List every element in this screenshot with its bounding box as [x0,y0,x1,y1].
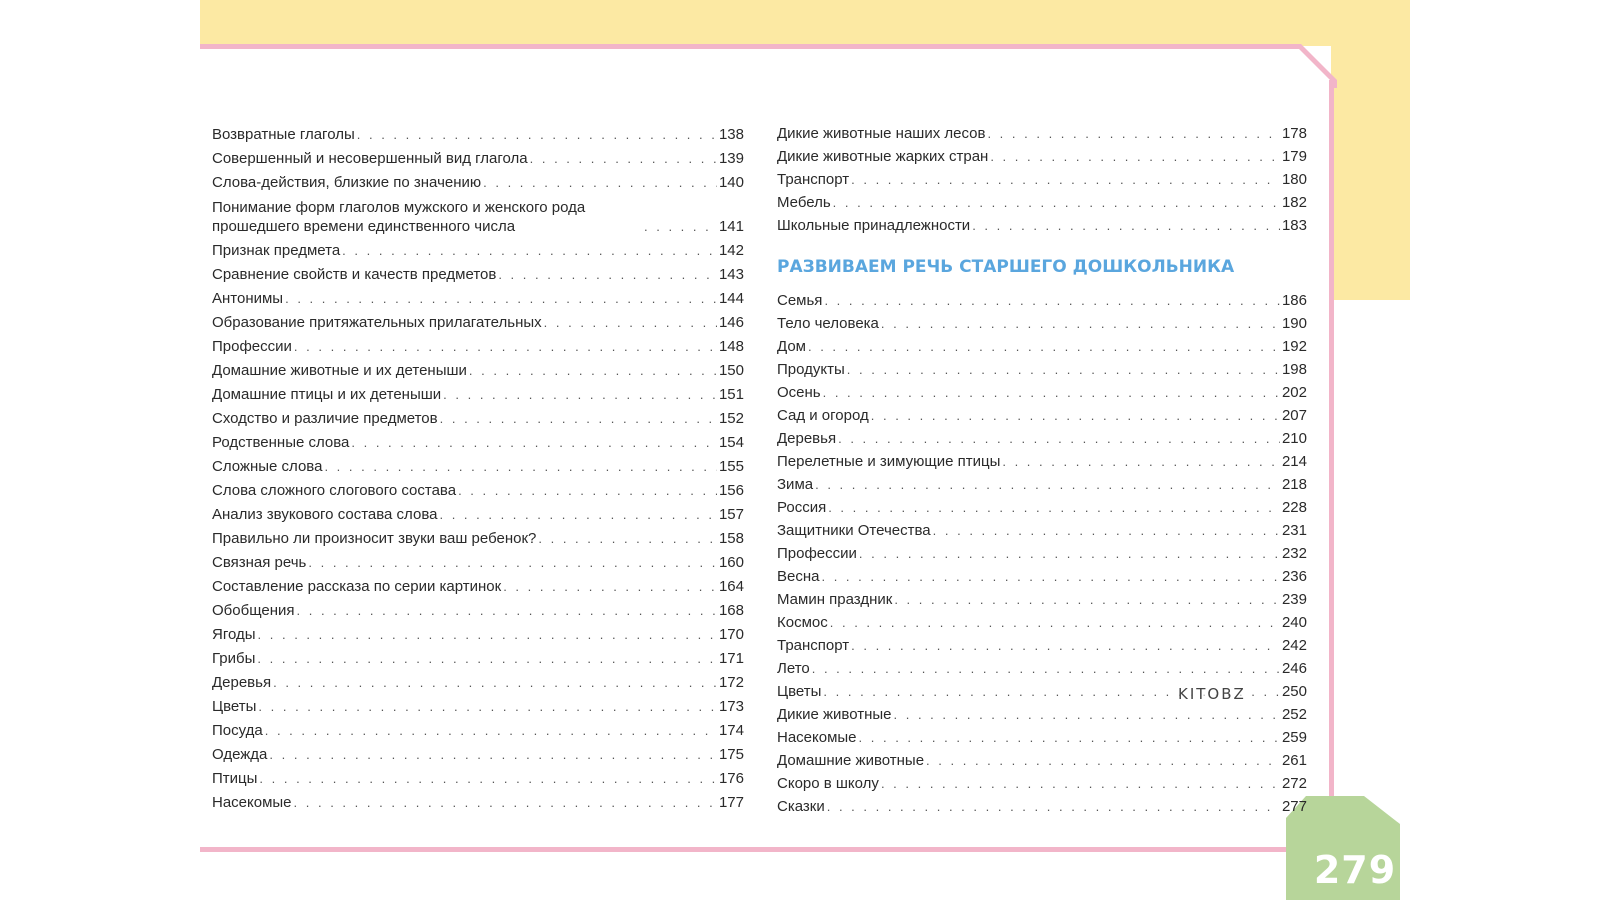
pink-frame-right [1329,80,1334,850]
toc-entry [212,120,744,144]
toc-entry-title: Мамин праздник [777,591,893,608]
toc-entry-page: 259 [1281,729,1307,746]
toc-entry [212,524,744,548]
toc-entry [212,144,744,168]
toc-entry-title: Насекомые [212,794,292,811]
toc-dot-leader [258,625,717,644]
toc-entry [777,586,1307,609]
toc-entry-title: Тело человека [777,315,879,332]
toc-entry [212,716,744,740]
toc-dot-leader [894,705,1280,724]
toc-left-column [212,120,744,812]
toc-entry-title: Защитники Отечества [777,522,931,539]
toc-entry-title: Школьные принадлежности [777,217,971,234]
toc-dot-leader [851,636,1280,655]
toc-entry [777,356,1307,379]
toc-entry [212,308,744,332]
toc-entry-page: 140 [718,174,744,191]
toc-entry-title: Россия [777,499,827,516]
toc-entry-title: Ягоды [212,626,256,643]
toc-entry-title: Признак предмета [212,242,341,259]
watermark: KITOBZ [1178,685,1246,703]
toc-dot-leader [469,361,717,380]
toc-entry-page: 236 [1281,568,1307,585]
toc-dot-leader [324,457,717,476]
toc-entry-title: Лето [777,660,810,677]
toc-entry-page: 231 [1281,522,1307,539]
toc-entry [212,596,744,620]
toc-dot-leader [483,173,717,192]
toc-dot-leader [833,193,1280,212]
toc-entry-title: Продукты [777,361,845,378]
toc-entry [212,332,744,356]
toc-dot-leader [258,697,717,716]
section-heading: РАЗВИВАЕМ РЕЧЬ СТАРШЕГО ДОШКОЛЬНИКА [777,257,1235,277]
toc-entry-page: 173 [718,698,744,715]
toc-entry-page: 239 [1281,591,1307,608]
toc-entry-page: 155 [718,458,744,475]
toc-entry-title: Связная речь [212,554,307,571]
toc-entry [777,517,1307,540]
toc-dot-leader [871,406,1280,425]
toc-dot-leader [273,673,717,692]
toc-entry-page: 152 [718,410,744,427]
toc-dot-leader [972,216,1280,235]
toc-entry [777,287,1307,310]
toc-entry-page: 175 [718,746,744,763]
toc-entry [212,500,744,524]
toc-entry [212,284,744,308]
toc-entry [212,236,744,260]
toc-dot-leader [859,728,1280,747]
toc-entry [777,402,1307,425]
toc-entry [777,425,1307,448]
pink-frame-top [200,44,1297,49]
toc-entry-page: 246 [1281,660,1307,677]
toc-dot-leader [823,383,1280,402]
toc-entry-title: Антонимы [212,290,284,307]
toc-entry [212,192,744,236]
toc-entry-title: Возвратные глаголы [212,126,355,143]
toc-entry-page: 148 [718,338,744,355]
toc-entry-title: Дикие животные наших лесов [777,125,986,142]
toc-entry [212,788,744,812]
toc-entry-page: 170 [718,626,744,643]
toc-entry-page: 183 [1281,217,1307,234]
toc-dot-leader [440,409,717,428]
toc-dot-leader [297,601,717,620]
toc-entry [212,380,744,404]
toc-dot-leader [308,553,717,572]
toc-entry-title: Цветы [777,683,822,700]
toc-entry-title: Родственные слова [212,434,350,451]
toc-dot-leader [881,314,1280,333]
toc-dot-leader [926,751,1280,770]
toc-entry-title: Семья [777,292,823,309]
toc-entry [777,632,1307,655]
toc-entry [777,770,1307,793]
toc-entry-page: 142 [718,242,744,259]
toc-entry-page: 210 [1281,430,1307,447]
toc-entry [777,120,1307,143]
toc-dot-leader [990,147,1280,166]
toc-entry-title: Слова-действия, близкие по значению [212,174,482,191]
toc-dot-leader [828,498,1280,517]
toc-entry-page: 240 [1281,614,1307,631]
toc-entry-page: 177 [718,794,744,811]
toc-entry-title: Грибы [212,650,256,667]
toc-entry-page: 252 [1281,706,1307,723]
toc-entry-page: 261 [1281,752,1307,769]
toc-dot-leader [259,769,717,788]
toc-entry [777,747,1307,770]
toc-entry [212,168,744,192]
toc-dot-leader [881,774,1280,793]
toc-entry-title: Понимание форм глаголов мужского и женского рода прошедшего времени единственного числа [212,199,586,235]
toc-entry-page: 156 [718,482,744,499]
toc-entry [212,404,744,428]
toc-entry-page: 172 [718,674,744,691]
toc-entry [777,701,1307,724]
toc-dot-leader [859,544,1280,563]
toc-entry-title: Сходство и различие предметов [212,410,438,427]
toc-entry-title: Деревья [212,674,272,691]
toc-entry-page: 272 [1281,775,1307,792]
toc-dot-leader [294,337,717,356]
toc-entry-page: 198 [1281,361,1307,378]
toc-dot-leader [530,149,717,168]
toc-dot-leader [503,577,717,596]
toc-entry-page: 139 [718,150,744,167]
toc-dot-leader [342,241,717,260]
toc-entry-title: Дикие животные жарких стран [777,148,989,165]
toc-entry [212,260,744,284]
toc-entry-page: 207 [1281,407,1307,424]
toc-entry-title: Образование притяжательных прилагательных [212,314,542,331]
toc-entry-page: 151 [718,386,744,403]
toc-entry-page: 164 [718,578,744,595]
page-number: 279 [1313,848,1397,892]
toc-entry-title: Весна [777,568,820,585]
toc-entry-page: 242 [1281,637,1307,654]
toc-entry-page: 179 [1281,148,1307,165]
toc-entry-title: Зима [777,476,814,493]
toc-entry [777,494,1307,517]
toc-entry-title: Сказки [777,798,825,815]
toc-dot-leader [458,481,717,500]
toc-entry-page: 180 [1281,171,1307,188]
toc-entry [777,333,1307,356]
toc-entry-title: Анализ звукового состава слова [212,506,438,523]
toc-dot-leader [351,433,717,452]
toc-entry-page: 176 [718,770,744,787]
toc-entry [212,452,744,476]
toc-entry-page: 138 [718,126,744,143]
toc-entry-title: Скоро в школу [777,775,879,792]
toc-dot-leader [357,125,717,144]
toc-entry-page: 168 [718,602,744,619]
toc-entry-title: Правильно ли произносит звуки ваш ребенок? [212,530,537,547]
toc-entry-page: 218 [1281,476,1307,493]
toc-entry-page: 202 [1281,384,1307,401]
toc-entry-title: Профессии [777,545,857,562]
toc-entry [212,692,744,716]
toc-entry-title: Совершенный и несовершенный вид глагола [212,150,528,167]
toc-entry [777,212,1307,235]
toc-entry-title: Одежда [212,746,268,763]
toc-entry [212,572,744,596]
toc-entry [212,620,744,644]
toc-right-column [777,120,1307,816]
toc-entry-page: 174 [718,722,744,739]
toc-entry-title: Деревья [777,430,837,447]
toc-entry-title: Домашние птицы и их детеныши [212,386,442,403]
toc-entry-page: 171 [718,650,744,667]
toc-entry [212,476,744,500]
toc-entry-page: 150 [718,362,744,379]
toc-dot-leader [257,649,717,668]
toc-entry [777,724,1307,747]
toc-entry-title: Мебель [777,194,831,211]
toc-entry-title: Слова сложного слогового состава [212,482,457,499]
toc-entry-title: Дикие животные [777,706,892,723]
toc-entry [777,166,1307,189]
toc-entry [777,471,1307,494]
toc-dot-leader [294,793,717,812]
toc-dot-leader [538,529,717,548]
toc-entry [212,644,744,668]
toc-entry [777,540,1307,563]
toc-dot-leader [439,505,717,524]
toc-dot-leader [933,521,1280,540]
toc-dot-leader [443,385,717,404]
toc-entry-page: 143 [718,266,744,283]
toc-entry-page: 277 [1281,798,1307,815]
toc-entry-page: 186 [1281,292,1307,309]
toc-dot-leader [847,360,1280,379]
toc-entry-page: 192 [1281,338,1307,355]
toc-entry-title: Птицы [212,770,258,787]
toc-entry [212,428,744,452]
toc-entry-title: Сложные слова [212,458,323,475]
toc-dot-leader [830,613,1280,632]
toc-dot-leader [644,217,717,236]
toc-entry-page: 146 [718,314,744,331]
toc-dot-leader [544,313,717,332]
toc-entry-page: 141 [718,218,744,235]
toc-dot-leader [824,291,1280,310]
toc-entry-title: Транспорт [777,637,850,654]
toc-entry-page: 160 [718,554,744,571]
toc-entry [212,548,744,572]
toc-entry [777,655,1307,678]
toc-entry-title: Посуда [212,722,263,739]
toc-dot-leader [265,721,717,740]
toc-entry-title: Обобщения [212,602,295,619]
toc-dot-leader [838,429,1280,448]
toc-entry [212,764,744,788]
toc-dot-leader [851,170,1280,189]
toc-entry-page: 250 [1281,683,1307,700]
toc-entry-title: Осень [777,384,821,401]
pink-frame-bottom [200,847,1335,852]
toc-entry [212,668,744,692]
toc-dot-leader [827,797,1280,816]
toc-dot-leader [285,289,717,308]
toc-entry-page: 214 [1281,453,1307,470]
toc-entry-title: Домашние животные [777,752,925,769]
toc-entry-title: Перелетные и зимующие птицы [777,453,1001,470]
toc-entry-title: Сравнение свойств и качеств предметов [212,266,497,283]
toc-entry-page: 228 [1281,499,1307,516]
toc-entry-title: Транспорт [777,171,850,188]
toc-entry-page: 157 [718,506,744,523]
toc-entry-title: Цветы [212,698,257,715]
toc-entry-page: 178 [1281,125,1307,142]
toc-entry [777,793,1307,816]
toc-dot-leader [498,265,717,284]
toc-dot-leader [894,590,1280,609]
toc-entry-title: Дом [777,338,806,355]
toc-entry [777,563,1307,586]
toc-dot-leader [1002,452,1280,471]
toc-entry-title: Сад и огород [777,407,869,424]
toc-entry-page: 144 [718,290,744,307]
toc-right-bottom-list [777,287,1307,816]
toc-entry-title: Профессии [212,338,292,355]
toc-dot-leader [808,337,1280,356]
toc-entry [212,356,744,380]
toc-entry-page: 190 [1281,315,1307,332]
toc-entry-page: 182 [1281,194,1307,211]
toc-entry-page: 154 [718,434,744,451]
toc-entry-page: 158 [718,530,744,547]
toc-right-top-list [777,120,1307,235]
toc-dot-leader [987,124,1280,143]
toc-dot-leader [815,475,1280,494]
toc-entry-title: Домашние животные и их детеныши [212,362,467,379]
toc-dot-leader [821,567,1279,586]
toc-entry-page: 232 [1281,545,1307,562]
toc-entry [777,143,1307,166]
toc-dot-leader [269,745,717,764]
toc-dot-leader [812,659,1280,678]
toc-entry [212,740,744,764]
toc-entry-title: Составление рассказа по серии картинок [212,578,502,595]
toc-entry [777,310,1307,333]
toc-entry [777,379,1307,402]
toc-entry [777,189,1307,212]
toc-entry [777,609,1307,632]
toc-entry-title: Космос [777,614,828,631]
toc-entry [777,448,1307,471]
toc-entry-title: Насекомые [777,729,857,746]
